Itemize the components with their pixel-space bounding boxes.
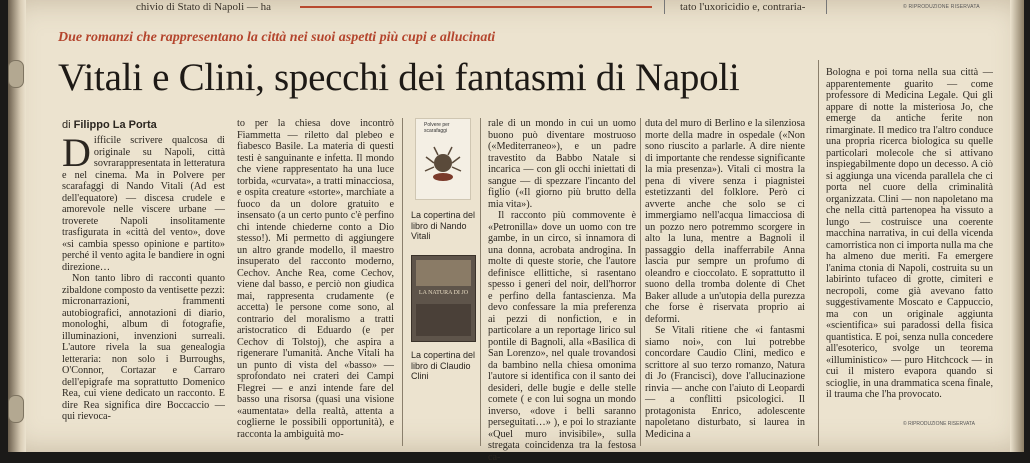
paragraph: rale di un mondo in cui un uomo buono può diventare mostruoso («Mediterraneo»), e un padre travestito da Babbo Natale si incarica — con gli occhi iniettati di sangue — di spezzare l'incanto del figlio («Il giorno più brutto della mia vita»). xyxy=(488,118,636,210)
drop-cap: D xyxy=(62,130,91,175)
paragraph: Bologna e poi torna nella sua città — apparentemente guarito — come professore di Medicina Legale. Qui gli appare di notte la misteriosa Jo, che emerge da antiche ferite non rimarginate. Il medico tra l'altro conduce una propria ricerca biologica su quelle particolari molecole che si attivano inspiegabilmente dopo un decesso. A ciò si aggiunga una vicenda parallela che ci porta nel cuore della criminalità organizzata. Clini — non napoletano ma che nella città partenopea ha vissuto a lungo — costruisce una coerente macchina narrativa, in cui della vicenda camorristica non ci importa nulla ma che ha almeno due meriti. Fa emergere l'anima ctonia di Napoli, costruita su un labirinto tufaceo di grotte, cimiteri e necropoli, come già avevano fatto suggestivamente Moscato e Cappuccio, ma con un originale aggiunta «scientifica» sui paradossi della fisica quantistica. E poi, senza nulla concedere all'esoterico, svolge un teorema «illuministico» — puro Hitchcock — in cui il mistero evapora quando si scioglie, in una drammatica scena finale, il trauma che l'ha provocato. xyxy=(826,67,993,400)
article-column-5 xyxy=(826,67,993,412)
column-divider xyxy=(664,0,665,14)
article-column-4 xyxy=(645,118,805,446)
paragraph: to per la chiesa dove incontrò Fiammetta — riletto dal plebeo e fiabesco Basile. La materia di questi testi è sanguinante e infetta. Il mondo che viene rappresentato ha una luce torbida, «curvata», a tratti minacciosa, e ospita creature «storte», marchiate a fuoco da un dolore gratuito e insensato (a un certo punto c'è perfino chi intende chiederne conto a Dio stesso!). Mi permetto di aggiungere un altro grande modello, il maestro insuperato del racconto moderno, Cechov. Anche Rea, come Cechov, viene dal basso, e perciò non giudica mai, rappresenta crudamente (e accetta) le persone come sono, al contrario del moralismo a tratti aristocratico di Eduardo (e per Cechov di Tolstoj), che aspira a rigenerare l'umanità. Anche Vitali ha un punto di vista del «basso» — sprofondato nei crateri dei Campi Flegrei — e anzi intende fare del basso una risorsa (quasi una visione «aumentata» della realtà, attenta a coglierne le possibili opportunità), e racconta la ambiguità mo- xyxy=(237,118,394,440)
top-strip-left-text: chivio di Stato di Napoli — ha xyxy=(136,1,272,13)
book-cover-clini xyxy=(411,255,476,342)
byline-prefix: di xyxy=(62,119,71,131)
paragraph: Non tanto libro di racconti quanto zibaldone composto da ventisette pezzi: micronarrazioni, frammenti autobiografici, annotazioni di diario, monologhi, album di fotografie, illuminazioni, invenzioni surreali. L'autore rivela la sua genealogia letteraria: non solo i Burroughs, O'Connor, Cortazar e Carraro dell'epigrafe ma soprattutto Domenico Rea, cui viene dedicato un racconto. E dire Rea significa dire Boccaccio — qui rievoca- xyxy=(62,273,225,422)
copyright-notice-bottom: © RIPRODUZIONE RISERVATA xyxy=(903,421,975,427)
book-cover-title: LA NATURA DI JO xyxy=(418,290,469,296)
page-edge xyxy=(1010,0,1024,452)
paragraph: duta del muro di Berlino e la silenziosa morte della madre in ospedale («Non sono riuscito a parlarle. A dire niente di importante che rendesse significante la mia presenza»). Vitali ci mostra la pena di vivere senza i piagnistei estetizzanti del folklore. Però ci avverte anche che solo se ci immergiamo nell'acqua limacciosa di un pozzo nero potremmo scorgere in alto la luna, mentre a Bagnoli il passaggio della inafferrabile Anna lascia pur sempre un profumo di oleandro e cioccolato. E soprattutto il suono della tromba dolente di Chet Baker allude a un'utopia della purezza che forse è riservata proprio ai deformi. xyxy=(645,118,805,325)
top-strip xyxy=(8,0,1024,16)
cover-image xyxy=(416,304,471,336)
top-strip-red-rule xyxy=(300,6,652,8)
figure-caption: La copertina del libro di Nando Vitali xyxy=(411,210,476,241)
figure-caption: La copertina del libro di Claudio Clini xyxy=(411,350,476,381)
book-cover-title: Polvere per scarafaggi xyxy=(424,122,450,134)
paragraph: ifficile scrivere qualcosa di originale su Napoli, città sovrarappresentata in letteratura e nel cinema. Ma in Polvere per scarafaggi di Nando Vitali (Ad est dell'equatore) — discesa crudele e amorevole nelle viscere urbane — troverete Napoli insolitamente trasfigurata in «città del vento», dove «si cambia spesso opinione e partito» perché il vento agita le bandiere in ogni direzione… xyxy=(62,135,225,273)
column-divider xyxy=(640,118,641,446)
cover-image xyxy=(416,260,471,286)
byline-author: Filippo La Porta xyxy=(73,119,157,131)
paragraph: Il racconto più commovente è «Petronilla» dove un uomo con tre gambe, in un circo, si innamora di una donna, acrobata androgina. In molte di queste storie, che l'autore definisce ellittiche, si rasentano spesso i generi del noir, dell'horror e perfino della fantascienza. Ma devo confessare la mia preferenza ai pezzi di nonfiction, e in particolare a un reportage lirico sul pontile di Bagnoli, alla «Basilica di San Lorenzo», nel quale trovandosi da bambino nella chiesa omonima l'autore si identifica con il santo dei desideri, delle bugie e delle stelle comete ( e con lui sogna un mondo inverso, «dove i belli saranno perseguitati…» ), e poi lo straziante «Quel muro invisibile», sulla stregata coincidenza tra la festosa ca- xyxy=(488,210,636,463)
article-headline: Vitali e Clini, specchi dei fantasmi di Napoli xyxy=(58,56,740,99)
article-kicker: Due romanzi che rappresentano la città nei suoi aspetti più cupi e allucinati xyxy=(58,30,496,45)
top-strip-right-text: tato l'uxoricidio e, contraria- xyxy=(680,1,806,13)
column-divider xyxy=(826,0,827,14)
column-divider xyxy=(818,60,819,446)
binder-ring xyxy=(8,395,24,423)
newspaper-page xyxy=(8,0,1024,463)
book-cover-illustration xyxy=(416,119,470,199)
book-cover-vitali xyxy=(415,118,471,200)
paragraph: Se Vitali ritiene che «i fantasmi siamo noi», con lui potrebbe concordare Caudio Clini, medico e scrittore al suo terzo romanzo, Natura di Jo (Francisci), dove l'allucinazione rinvia — anche con l'aiuto di Leopardi — a conflitti psicologici. Il protagonista Enrico, adolescente napoletano disturbato, si laurea in Medicina a xyxy=(645,325,805,440)
article-column-1 xyxy=(62,130,225,445)
copyright-notice-top: © RIPRODUZIONE RISERVATA xyxy=(903,4,980,10)
article-column-3 xyxy=(488,118,636,463)
column-divider xyxy=(402,118,403,446)
column-divider xyxy=(480,118,481,446)
article-column-2 xyxy=(237,118,394,446)
binder-ring xyxy=(8,60,24,88)
